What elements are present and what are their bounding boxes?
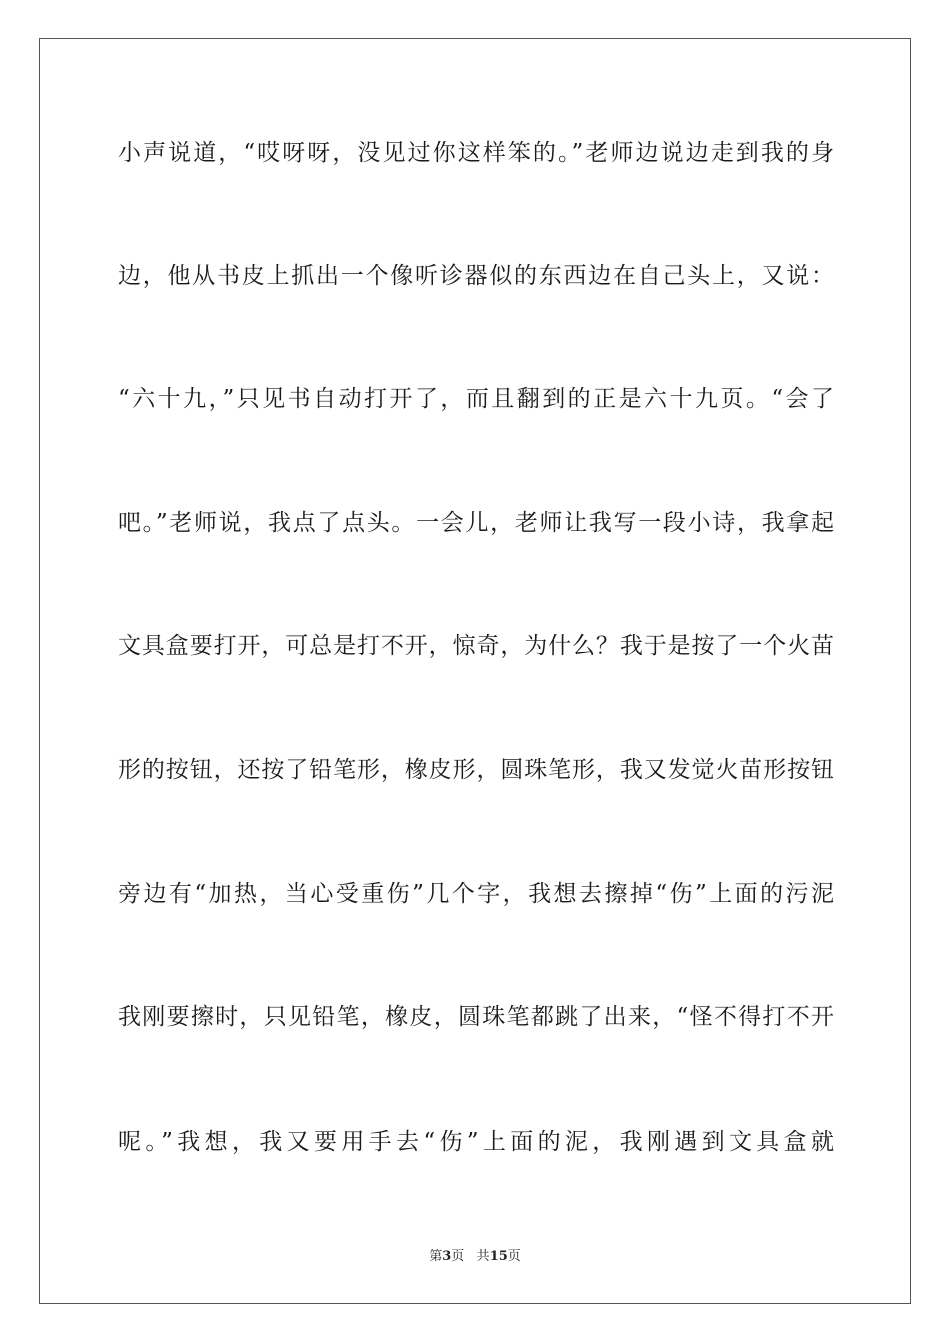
- total-prefix: 共: [476, 1249, 490, 1264]
- page-footer: [0, 1248, 950, 1266]
- text-line-5: 文具盒要打开，可总是打不开，惊奇，为什么？我于是按了一个火苗: [118, 633, 834, 659]
- text-line-3: “六十九，”只见书自动打开了，而且翻到的正是六十九页。“会了: [118, 386, 834, 412]
- page-number: 3: [442, 1249, 452, 1264]
- total-pages: 15: [489, 1249, 508, 1264]
- text-line-6: 形的按钮，还按了铅笔形，橡皮形，圆珠笔形，我又发觉火苗形按钮: [118, 757, 834, 783]
- text-line-9: 呢。”我想，我又要用手去“伤”上面的泥，我刚遇到文具盒就: [118, 1129, 834, 1155]
- page-suffix: 页: [451, 1249, 465, 1264]
- page-prefix: 第: [429, 1249, 443, 1264]
- text-line-4: 吧。”老师说，我点了点头。一会儿，老师让我写一段小诗，我拿起: [118, 510, 834, 536]
- text-line-7: 旁边有“加热，当心受重伤”几个字，我想去擦掉“伤”上面的污泥: [118, 881, 834, 907]
- text-line-2: 边，他从书皮上抓出一个像听诊器似的东西边在自己头上，又说：: [118, 263, 834, 289]
- page-border: [39, 38, 911, 1304]
- text-line-1: 小声说道，“哎呀呀，没见过你这样笨的。”老师边说边走到我的身: [118, 140, 834, 166]
- total-suffix: 页: [507, 1249, 521, 1264]
- text-line-8: 我刚要擦时，只见铅笔，橡皮，圆珠笔都跳了出来，“怪不得打不开: [118, 1004, 834, 1030]
